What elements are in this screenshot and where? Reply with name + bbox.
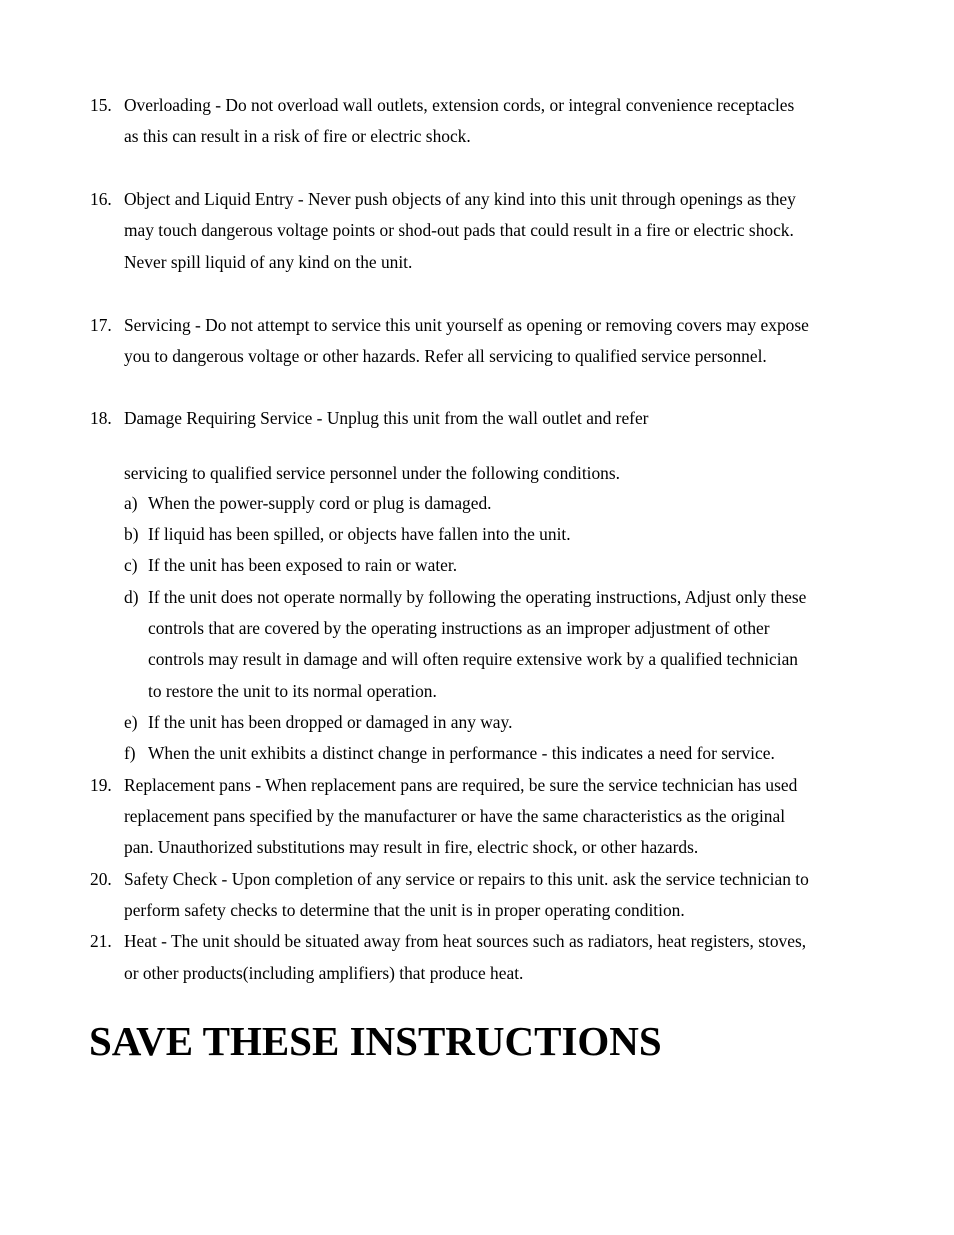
subitem-text-line: When the power-supply cord or plug is damaged.: [148, 493, 492, 513]
item-number: 19.: [90, 775, 112, 795]
item-text-line: you to dangerous voltage or other hazards. Refer all servicing to qualified service personnel.: [124, 346, 767, 366]
subitem-text-line: When the unit exhibits a distinct change in performance - this indicates a need for service.: [148, 743, 775, 763]
item-number: 20.: [90, 869, 112, 889]
item-number: 17.: [90, 315, 112, 335]
item-text-line: may touch dangerous voltage points or shod-out pads that could result in a fire or electric shock.: [124, 220, 794, 240]
subitem-letter: f): [124, 743, 136, 763]
page-title: SAVE THESE INSTRUCTIONS: [89, 1018, 662, 1064]
item-text-line: Heat - The unit should be situated away from heat sources such as radiators, heat registers, stoves,: [124, 931, 807, 951]
item-text-line: Replacement pans - When replacement pans are required, be sure the service technician has used: [124, 775, 798, 795]
item-number: 18.: [90, 408, 112, 428]
subitem-letter: c): [124, 555, 138, 575]
item-text-line: Object and Liquid Entry - Never push objects of any kind into this unit through openings as they: [124, 189, 796, 209]
item-text-line: pan. Unauthorized substitutions may result in fire, electric shock, or other hazards.: [124, 837, 699, 857]
item-text-line: perform safety checks to determine that the unit is in proper operating condition.: [124, 900, 685, 920]
subitem-text-line: to restore the unit to its normal operation.: [148, 681, 437, 701]
item-text-line: Never spill liquid of any kind on the unit.: [124, 252, 413, 272]
item-text-line: replacement pans specified by the manufacturer or have the same characteristics as the original: [124, 806, 786, 826]
subitem-text-line: controls may result in damage and will often require extensive work by a qualified technician: [148, 649, 799, 669]
subitem-text-line: If liquid has been spilled, or objects have fallen into the unit.: [148, 524, 571, 544]
item-number: 21.: [90, 931, 112, 951]
item-text-line: Damage Requiring Service - Unplug this unit from the wall outlet and refer: [124, 408, 649, 428]
subitem-letter: d): [124, 587, 139, 607]
subitem-letter: b): [124, 524, 139, 544]
item-text-line: or other products(including amplifiers) that produce heat.: [124, 963, 524, 983]
subitem-text-line: controls that are covered by the operating instructions as an improper adjustment of other: [148, 618, 770, 638]
item-text-line: Safety Check - Upon completion of any service or repairs to this unit. ask the service technician to: [124, 869, 809, 889]
item-continuation-line: servicing to qualified service personnel under the following conditions.: [124, 463, 620, 483]
item-number: 15.: [90, 95, 112, 115]
subitem-text-line: If the unit has been exposed to rain or water.: [148, 555, 458, 575]
item-text-line: as this can result in a risk of fire or electric shock.: [124, 126, 471, 146]
subitem-letter: a): [124, 493, 138, 513]
item-text-line: Servicing - Do not attempt to service this unit yourself as opening or removing covers may expose: [124, 315, 809, 335]
subitem-letter: e): [124, 712, 138, 732]
subitem-text-line: If the unit has been dropped or damaged in any way.: [148, 712, 513, 732]
item-text-line: Overloading - Do not overload wall outlets, extension cords, or integral convenience receptacles: [124, 95, 795, 115]
item-number: 16.: [90, 189, 112, 209]
subitem-text-line: If the unit does not operate normally by following the operating instructions, Adjust only these: [148, 587, 807, 607]
